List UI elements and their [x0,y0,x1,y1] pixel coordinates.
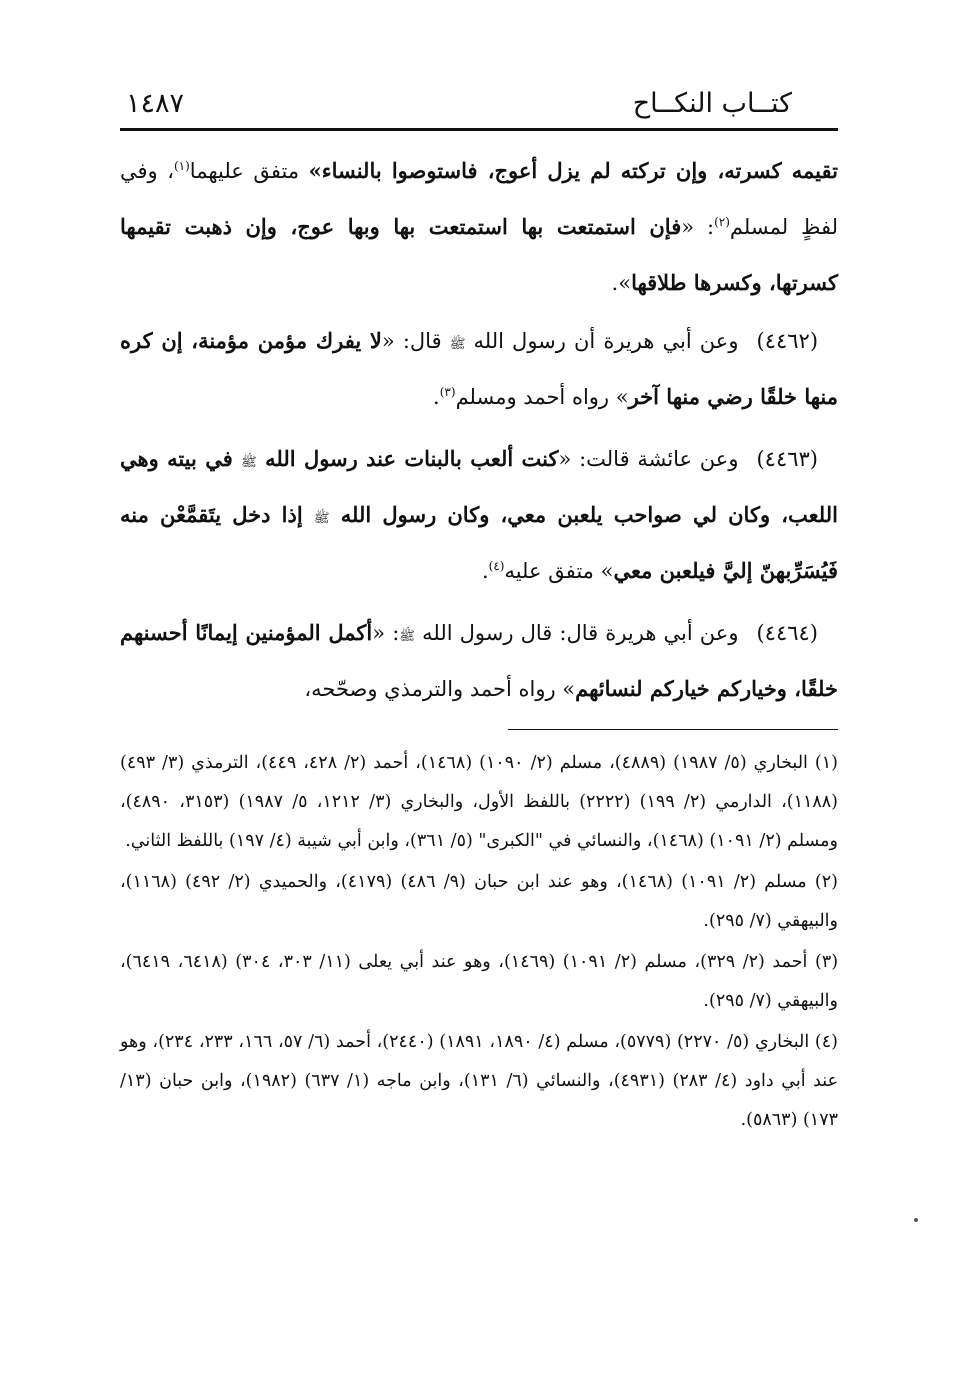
footnote: (٤) البخاري (٥/ ٢٢٧٠) (٥٧٧٩)، مسلم (٤/ ١٨٩٠، ١٨٩١) (٢٤٤٠)، أحمد (٦/ ٥٧، ١٦٦، ٢٣٣، ٢٣٤)، وهو عند أبي داود (٤/ ٢٨٣) (٤٩٣١)، والنسائي (٦/ ١٣١)، وابن ماجه (١/ ٦٣٧) (١٩٨٢)، وابن حبان (١٣/ ١٧٣) (٥٨٦٣). [120,1032,839,1130]
hadith-text: كنت ألعب بالبنات عند رسول الله [256,446,559,471]
narrator-text: قال: « [381,329,450,353]
hadith-number: (٤٤٦٤) [756,621,818,645]
quote-open: : « [681,215,715,239]
period: . [433,385,440,409]
salawat-glyph: ﷺ [313,511,330,526]
period: . [481,559,489,583]
chapter-title: كتــاب النكــاح [632,88,792,119]
page-number: ١٤٨٧ [126,88,185,119]
hadith-text: فإن استمتعت بها استمتعت بها وبها عوج، وإن ذهبت تقيمها كسرتها، وكسرها طلاقها [120,214,838,295]
footnote-ref[interactable]: (١) [173,159,190,173]
hadith-text: أكمل المؤمنين إيمانًا أحسنهم خلقًا، وخياركم خياركم لنسائهم [120,620,838,701]
hadith-paragraph [120,431,838,599]
footnote-divider [508,729,838,730]
footnote-ref[interactable]: (٤) [488,559,505,573]
page-header [120,84,838,131]
source-text: متفق عليهما [189,159,309,183]
hadith-text: في بيته وهي اللعب، وكان لي صواحب يلعبن معي، وكان رسول الله [120,446,838,527]
book-page [120,84,838,1384]
source-text: ، وفي لفظٍ لمسلم [120,159,838,239]
footnote-ref[interactable]: (٢) [714,215,730,229]
hadith-text: لا يفرك مؤمن مؤمنة، إن كره منها خلقًا رضي منها آخر [120,328,838,409]
main-text [120,143,838,717]
footnote-ref[interactable]: (٣) [439,385,456,399]
narrator-text: وعن أبي هريرة قال: قال رسول الله [415,621,739,645]
footnote: (٣) أحمد (٢/ ٣٢٩)، مسلم (٢/ ١٠٩١) (١٤٦٩)، وهو عند أبي يعلى (١١/ ٣٠٣، ٣٠٤) (٦٤١٨، ٦٤١٩)، والبيهقي (٧/ ٢٩٥). [120,952,839,1011]
hadith-number: (٤٤٦٣) [756,447,818,471]
narrator-text: وعن عائشة قالت: « [558,447,739,471]
scan-speck [914,1218,918,1222]
footnote: (٢) مسلم (٢/ ١٠٩١) (١٤٦٨)، وهو عند ابن حبان (٩/ ٤٨٦) (٤١٧٩)، والحميدي (٢/ ٤٩٢) (١١٦٨)، والبيهقي (٧/ ٢٩٥). [120,872,838,931]
narrator-text: : « [372,621,400,645]
quote-close: ». [611,271,632,295]
salawat-glyph: ﷺ [449,337,466,352]
salawat-glyph: ﷺ [399,629,416,644]
hadith-paragraph [120,605,838,717]
source-text: » رواه أحمد والترمذي وصحّحه، [304,677,576,701]
paragraph-continuation [120,143,838,311]
hadith-number: (٤٤٦٢) [756,329,819,353]
footnote: (١) البخاري (٥/ ١٩٨٧) (٤٨٨٩)، مسلم (٢/ ١٠٩٠) (١٤٦٨)، أحمد (٢/ ٤٢٨، ٤٤٩)، الترمذي (٣/ ٤٩٣) (١١٨٨)، الدارمي (٢/ ١٩٩) (٢٢٢٢) باللفظ الأول، والبخاري (٣/ ١٢١٢، ٥/ ١٩٨٧) (٣١٥٣، ٤٨٩٠)، ومسلم (٢/ ١٠٩١) (١٤٦٨)، والنسائي في "الكبرى" (٥/ ٣٦١)، وابن أبي شيبة (٤/ ١٩٧) باللفظ الثاني. [120,753,838,851]
narrator-text: وعن أبي هريرة أن رسول الله [465,329,739,353]
source-text: » رواه أحمد ومسلم [455,385,629,409]
source-text: » متفق عليه [504,559,614,583]
hadith-paragraph [120,313,838,425]
hadith-text: تقيمه كسرته، وإن تركته لم يزل أعوج، فاستوصوا بالنساء» [308,158,838,183]
footnotes [120,744,838,1140]
hadith-text: إذا دخل يتَقمَّعْن منه فَيُسَرِّبهنّ إليَّ فيلعبن معي [120,502,838,583]
salawat-glyph: ﷺ [241,455,257,470]
